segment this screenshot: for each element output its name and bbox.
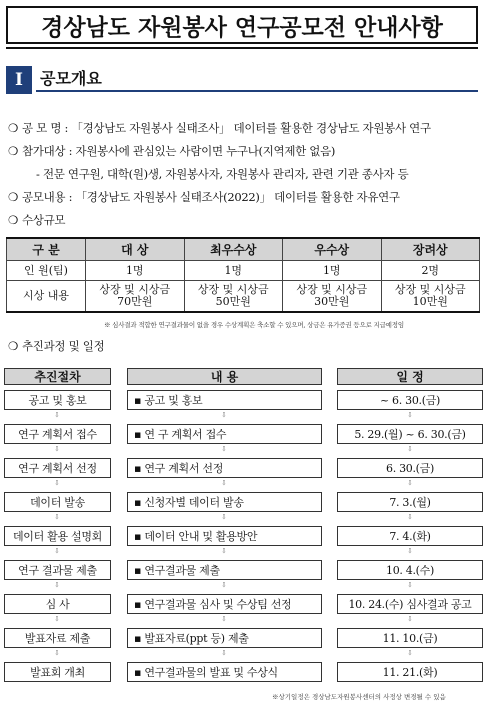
process-content-cell: ▪ 공고 및 홍보: [127, 390, 322, 410]
down-arrow-icon: ⇩: [54, 615, 60, 623]
award-table: [6, 237, 480, 313]
overview-item-target-detail: [36, 166, 408, 182]
overview-item-content: [8, 189, 400, 205]
process-date-cell: 6. 30.(금): [337, 458, 483, 478]
overview-item-target: [8, 143, 335, 159]
award-prize-line: 상장 및 시상금: [197, 283, 269, 296]
award-cell: 시상 내용: [7, 281, 86, 313]
award-cell: 1명: [184, 261, 283, 281]
process-step-cell: 연구 계획서 선정: [4, 458, 111, 478]
process-title-text: 추진과정 및 일정: [22, 339, 105, 353]
process-step-cell: 데이터 활용 설명회: [4, 526, 111, 546]
down-arrow-icon: ⇩: [407, 411, 413, 419]
section-title: 공모개요: [36, 66, 478, 92]
page-title: 경상남도 자원봉사 연구공모전 안내사항: [6, 6, 478, 44]
down-arrow-icon: ⇩: [221, 649, 227, 657]
circle-bullet-icon: ❍: [8, 213, 19, 227]
process-content-cell: ▪ 연 구 계획서 접수: [127, 424, 322, 444]
overview-text: 참가대상 : 자원봉사에 관심있는 사람이면 누구나(지역제한 없음): [22, 144, 336, 158]
process-content-cell: ▪ 데이터 안내 및 활용방안: [127, 526, 322, 546]
process-date-cell: 10. 4.(수): [337, 560, 483, 580]
process-title: [8, 338, 104, 354]
down-arrow-icon: ⇩: [407, 581, 413, 589]
process-date-cell: 5. 29.(월) ~ 6. 30.(금): [337, 424, 483, 444]
down-arrow-icon: ⇩: [54, 411, 60, 419]
down-arrow-icon: ⇩: [221, 581, 227, 589]
circle-bullet-icon: ❍: [8, 144, 19, 158]
award-header-cell: 구 분: [7, 238, 86, 261]
award-row-prize: [7, 281, 480, 313]
process-date-cell: ~ 6. 30.(금): [337, 390, 483, 410]
process-header-date: 일 정: [337, 368, 483, 385]
award-prize-amount: 50만원: [215, 295, 251, 308]
award-prize-line: 상장 및 시상금: [394, 283, 466, 296]
circle-bullet-icon: ❍: [8, 339, 19, 353]
process-date-cell: 7. 4.(화): [337, 526, 483, 546]
process-content-cell: ▪ 연구결과물 제출: [127, 560, 322, 580]
section-number: Ⅰ: [6, 66, 32, 94]
award-table-header: [7, 238, 480, 261]
process-header-step: 추진절차: [4, 368, 111, 385]
process-content-cell: ▪ 신청자별 데이터 발송: [127, 492, 322, 512]
award-cell: [86, 281, 185, 313]
award-header-cell: 장려상: [381, 238, 480, 261]
award-cell: [283, 281, 382, 313]
down-arrow-icon: ⇩: [221, 411, 227, 419]
award-prize-amount: 10만원: [412, 295, 448, 308]
down-arrow-icon: ⇩: [221, 479, 227, 487]
process-content-cell: ▪ 연구 계획서 선정: [127, 458, 322, 478]
process-date-cell: 11. 21.(화): [337, 662, 483, 682]
overview-text: 수상규모: [22, 213, 66, 227]
award-cell: 인 원(팀): [7, 261, 86, 281]
down-arrow-icon: ⇩: [407, 479, 413, 487]
process-content-cell: ▪ 연구결과물 심사 및 수상팀 선정: [127, 594, 322, 614]
down-arrow-icon: ⇩: [407, 547, 413, 555]
down-arrow-icon: ⇩: [54, 581, 60, 589]
down-arrow-icon: ⇩: [221, 513, 227, 521]
process-step-cell: 심 사: [4, 594, 111, 614]
down-arrow-icon: ⇩: [54, 479, 60, 487]
process-date-cell: 11. 10.(금): [337, 628, 483, 648]
down-arrow-icon: ⇩: [221, 547, 227, 555]
down-arrow-icon: ⇩: [407, 445, 413, 453]
award-header-cell: 최우수상: [184, 238, 283, 261]
circle-bullet-icon: ❍: [8, 190, 19, 204]
down-arrow-icon: ⇩: [54, 547, 60, 555]
overview-text: - 전문 연구원, 대학(원)생, 자원봉사자, 자원봉사 관리자, 관련 기관 종사자 등: [36, 167, 409, 181]
process-content-cell: ▪ 연구결과물의 발표 및 수상식: [127, 662, 322, 682]
award-cell: [381, 281, 480, 313]
bottom-note: ※상기일정은 경상남도자원봉사센터의 사정상 변경될 수 있음: [272, 693, 446, 701]
section-header: [6, 66, 478, 94]
circle-bullet-icon: ❍: [8, 121, 19, 135]
award-header-cell: 대 상: [86, 238, 185, 261]
process-date-cell: 10. 24.(수) 심사결과 공고: [337, 594, 483, 614]
process-date-cell: 7. 3.(월): [337, 492, 483, 512]
process-content-cell: ▪ 발표자료(ppt 등) 제출: [127, 628, 322, 648]
award-prize-line: 상장 및 시상금: [296, 283, 368, 296]
award-cell: 1명: [86, 261, 185, 281]
award-prize-line: 상장 및 시상금: [99, 283, 171, 296]
award-row-count: [7, 261, 480, 281]
down-arrow-icon: ⇩: [54, 513, 60, 521]
down-arrow-icon: ⇩: [407, 615, 413, 623]
down-arrow-icon: ⇩: [54, 649, 60, 657]
overview-item-award: [8, 212, 65, 228]
down-arrow-icon: ⇩: [407, 649, 413, 657]
down-arrow-icon: ⇩: [221, 445, 227, 453]
overview-text: 공모내용 : 「경상남도 자원봉사 실태조사(2022)」 데이터를 활용한 자유연구: [22, 190, 400, 204]
down-arrow-icon: ⇩: [221, 615, 227, 623]
award-cell: 2명: [381, 261, 480, 281]
overview-item-name: [8, 120, 431, 136]
award-header-cell: 우수상: [283, 238, 382, 261]
process-step-cell: 발표자료 제출: [4, 628, 111, 648]
award-cell: [184, 281, 283, 313]
process-step-cell: 발표회 개최: [4, 662, 111, 682]
overview-text: 공 모 명 : 「경상남도 자원봉사 실태조사」 데이터를 활용한 경상남도 자원봉사 연구: [22, 121, 431, 135]
process-step-cell: 데이터 발송: [4, 492, 111, 512]
award-prize-amount: 70만원: [117, 295, 153, 308]
down-arrow-icon: ⇩: [407, 513, 413, 521]
title-underline: [6, 47, 478, 49]
process-header-content: 내 용: [127, 368, 322, 385]
award-cell: 1명: [283, 261, 382, 281]
process-step-cell: 공고 및 홍보: [4, 390, 111, 410]
process-step-cell: 연구 결과물 제출: [4, 560, 111, 580]
award-prize-amount: 30만원: [314, 295, 350, 308]
process-step-cell: 연구 계획서 접수: [4, 424, 111, 444]
award-footnote: ※ 심사결과 적합한 연구결과물이 없을 경우 수상계획은 축소할 수 있으며, 상금은 유가증권 등으로 지급예정임: [104, 321, 404, 329]
down-arrow-icon: ⇩: [54, 445, 60, 453]
